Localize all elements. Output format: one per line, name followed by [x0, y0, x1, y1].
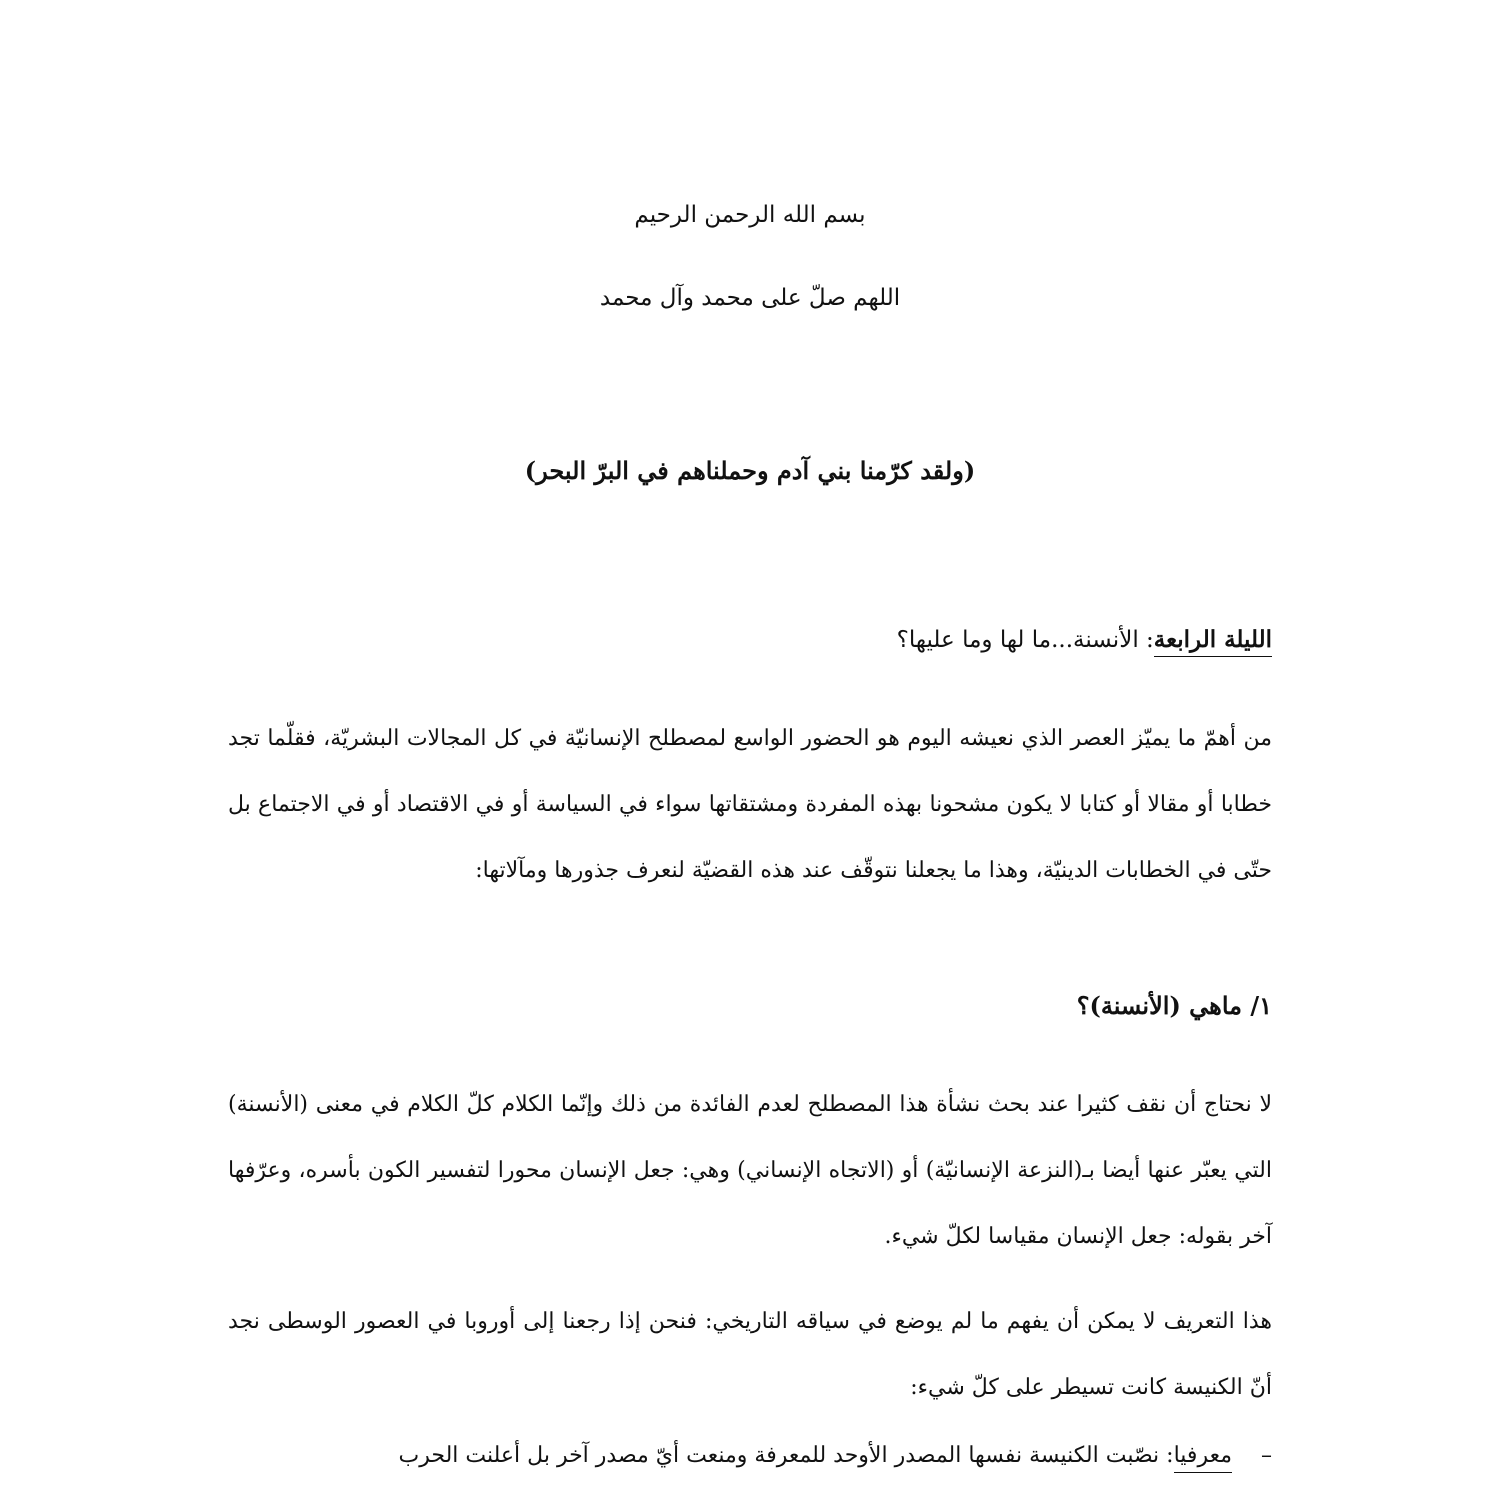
definition-paragraph: لا نحتاج أن نقف كثيرا عند بحث نشأة هذا المصطلح لعدم الفائدة من ذلك وإنّما الكلام كلّ الكلام في معنى (الأنسنة) التي يعبّر عنها أيضا بـ(النزعة الإنسانيّة) أو (الاتجاه الإنساني) وهي: جعل الإنسان محورا لتفسير الكون بأسره، وعرّفها آخر بقوله: جعل الإنسان مقياسا لكلّ شيء. — [228, 1092, 1272, 1249]
basmala: بسم الله الرحمن الرحيم — [634, 202, 866, 228]
bullet-item — [228, 1436, 1272, 1476]
bullet-term: معرفيا — [1174, 1443, 1232, 1473]
lecture-heading — [228, 620, 1272, 660]
intro-paragraph: من أهمّ ما يميّز العصر الذي نعيشه اليوم هو الحضور الواسع لمصطلح الإنسانيّة في كل المجالات البشريّة، فقلّما تجد خطابا أو مقالا أو كتابا لا يكون مشحونا بهذه المفردة ومشتقاتها سواء في السياسة أو في الاقتصاد أو في الاجتماع بل حتّى في الخطابات الدينيّة، وهذا ما يجعلنا نتوقّف عند هذه القضيّة لنعرف جذورها ومآلاتها: — [228, 726, 1272, 883]
lecture-title: الأنسنة...ما لها وما عليها؟ — [896, 627, 1147, 653]
night-label: الليلة الرابعة — [1154, 626, 1272, 657]
bullet-dash: – — [1261, 1443, 1272, 1468]
salawat-line: اللهم صلّ على محمد وآل محمد — [599, 285, 901, 311]
heading-separator: : — [1146, 627, 1154, 653]
bullet-text: نصّبت الكنيسة نفسها المصدر الأوحد للمعرفة ومنعت أيّ مصدر آخر بل أعلنت الحرب — [398, 1443, 1167, 1468]
quran-verse: (ولقد كرّمنا بني آدم وحملناهم في البرّ البحر) — [524, 456, 976, 485]
section-heading: ١/ ماهي (الأنسنة)؟ — [1076, 991, 1272, 1020]
history-paragraph: هذا التعريف لا يمكن أن يفهم ما لم يوضع في سياقه التاريخي: فنحن إذا رجعنا إلى أوروبا في العصور الوسطى نجد أنّ الكنيسة كانت تسيطر على كلّ شيء: — [228, 1309, 1272, 1400]
bullet-separator: : — [1166, 1443, 1174, 1468]
